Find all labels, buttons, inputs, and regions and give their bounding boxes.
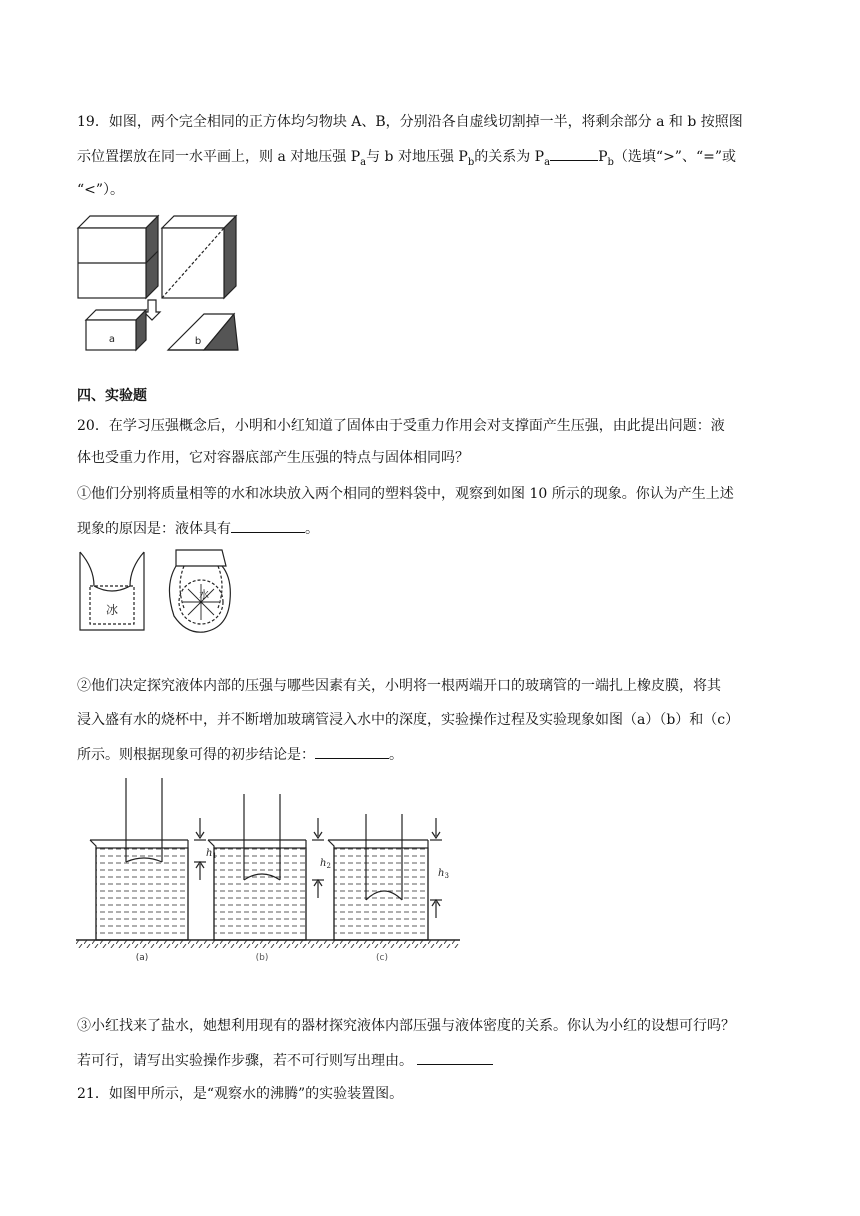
q20-beakers-figure bbox=[76, 776, 460, 968]
prism-b-diagram bbox=[168, 314, 238, 350]
q19-line-2-part-e: （选填“>”、“=”或 bbox=[613, 149, 736, 165]
q19-sub-b: b bbox=[467, 156, 475, 168]
ice-bag-diagram bbox=[80, 552, 144, 630]
q19-cubes-figure bbox=[76, 214, 246, 356]
q19-line-2-part-b: 与 b 对地压强 P bbox=[366, 149, 468, 165]
cube-b-diagram bbox=[162, 216, 236, 298]
q19-line-1: 19．如图，两个完全相同的正方体均匀物块 A、B，分别沿各自虚线切割掉一半，将剩余部分 a 和 b 按照图 bbox=[77, 114, 743, 130]
q19-line-3: “<”）。 bbox=[77, 182, 125, 198]
section-heading: 四、实验题 bbox=[77, 388, 147, 404]
q20-p1-answer-blank[interactable] bbox=[231, 518, 305, 533]
q19-sub-d: b bbox=[607, 156, 614, 168]
q20-p3-text: 若可行，请写出实验操作步骤，若不可行则写出理由。 bbox=[77, 1053, 413, 1069]
caption-c: (c) bbox=[376, 953, 388, 963]
q19-sub-c: a bbox=[544, 156, 551, 168]
ice-label: 冰 bbox=[105, 603, 119, 617]
q20-p1-line-2 bbox=[77, 518, 319, 539]
prism-b-label: b bbox=[194, 336, 202, 347]
q20-p2-text: 所示。则根据现象可得的初步结论是： bbox=[77, 747, 315, 763]
caption-a: (a) bbox=[135, 953, 149, 963]
q19-line-2-part-a: 示位置摆放在同一水平画上，则 a 对地压强 P bbox=[77, 149, 361, 165]
q20-p1-end: 。 bbox=[305, 521, 319, 537]
q20-p3-answer-blank[interactable] bbox=[417, 1050, 493, 1065]
beaker-a-diagram bbox=[90, 778, 206, 940]
q19-answer-blank[interactable] bbox=[550, 146, 598, 161]
q20-p2-line-2: 浸入盛有水的烧杯中，并不断增加玻璃管浸入水中的深度，实验操作过程及实验现象如图（a）（b）和（c） bbox=[77, 712, 740, 728]
q20-line-2: 体也受重力作用，它对容器底部产生压强的特点与固体相同吗？ bbox=[77, 450, 469, 466]
q19-line-2-part-c: 的关系为 P bbox=[474, 149, 545, 165]
q20-p1-text: 现象的原因是：液体具有 bbox=[77, 521, 231, 537]
q20-bags-figure bbox=[76, 546, 236, 634]
beaker-c-diagram bbox=[328, 814, 442, 940]
block-a-label: a bbox=[108, 334, 116, 345]
beaker-b-diagram bbox=[208, 794, 324, 940]
q19-line-2-part-d: P bbox=[598, 149, 608, 165]
q20-p2-end: 。 bbox=[389, 747, 403, 763]
q20-line-1: 20．在学习压强概念后，小明和小红知道了固体由于受重力作用会对支撑面产生压强，由此提出问题：液 bbox=[77, 418, 725, 434]
q20-p2-answer-blank[interactable] bbox=[315, 744, 389, 759]
cube-a-diagram bbox=[78, 216, 158, 298]
q20-p3-line-2 bbox=[77, 1050, 493, 1071]
q20-p3-line-1: ③小红找来了盐水，她想利用现有的器材探究液体内部压强与液体密度的关系。你认为小红的设想可行吗？ bbox=[77, 1018, 735, 1034]
q21-line-1: 21．如图甲所示，是“观察水的沸腾”的实验装置图。 bbox=[77, 1086, 404, 1102]
block-a-diagram bbox=[86, 310, 146, 350]
q20-p2-line-1: ②他们决定探究液体内部的压强与哪些因素有关，小明将一根两端开口的玻璃管的一端扎上橡皮膜，将其 bbox=[77, 678, 721, 694]
q19-sub-a: a bbox=[360, 156, 367, 168]
q19-line-2 bbox=[77, 146, 736, 173]
h1-label: $h_1$ bbox=[206, 848, 217, 860]
q20-p2-line-3 bbox=[77, 744, 403, 765]
caption-b: (b) bbox=[255, 953, 269, 963]
h3-label: $h_3$ bbox=[438, 868, 449, 880]
q20-p1-line-1: ①他们分别将质量相等的水和冰块放入两个相同的塑料袋中，观察到如图 10 所示的现象。你认为产生上述 bbox=[77, 486, 734, 502]
water-label: 水 bbox=[199, 590, 209, 601]
h2-label: $h_2$ bbox=[320, 858, 331, 870]
